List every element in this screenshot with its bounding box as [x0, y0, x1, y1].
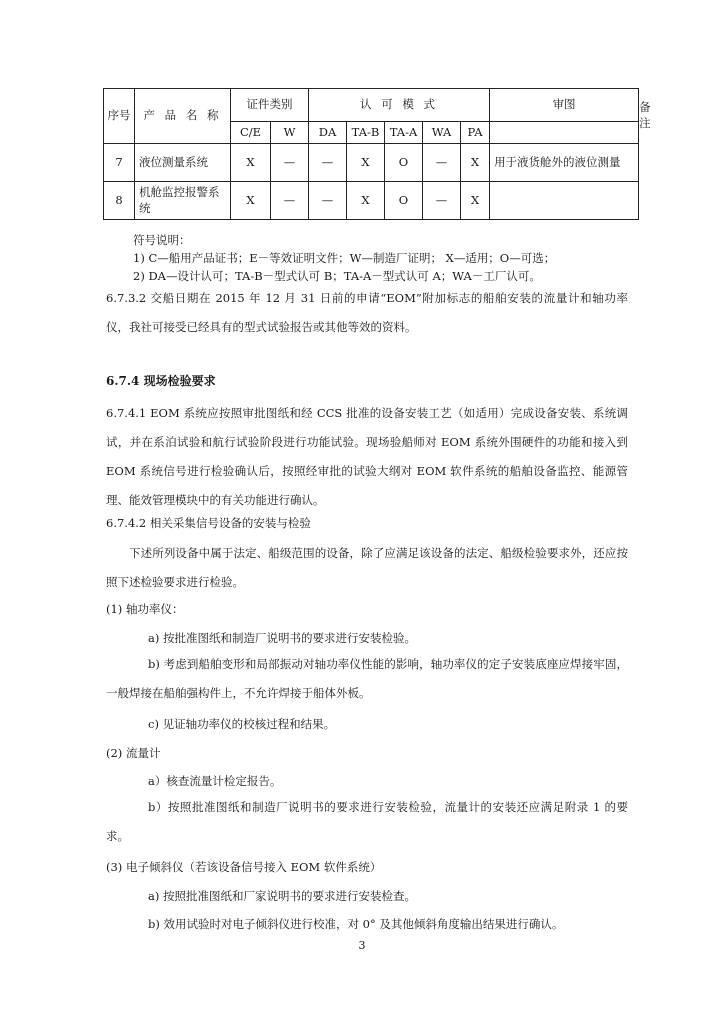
- header-approval-mode: 认 可 模 式: [309, 89, 490, 122]
- header-seq: 序号: [104, 89, 135, 144]
- subheading-6-7-4-2: 6.7.4.2 相关采集信号设备的安装与检验: [106, 516, 311, 530]
- row-cell: —: [271, 144, 309, 182]
- row-cell: X: [347, 144, 385, 182]
- paragraph-intro: 下述所列设备中属于法定、船级范围的设备，除了应满足该设备的法定、船级检验要求外，还应按照下述检验要求进行检验。: [106, 546, 628, 589]
- row-remark: 用于液货舱外的液位测量: [490, 144, 639, 182]
- table-row: [104, 144, 639, 182]
- item-flow-b: b）按照批准图纸和制造厂说明书的要求进行安装检验，流量计的安装还应满足附录 1 的要求。: [106, 800, 628, 843]
- header-cert-type: 证件类别: [231, 89, 309, 122]
- row-cell: —: [423, 144, 461, 182]
- header-drawing-review: 审图: [490, 89, 639, 122]
- item-incl-b: b) 效用试验时对电子倾斜仪进行校准，对 0° 及其他倾斜角度输出结果进行确认。: [148, 917, 564, 931]
- item-flow-a: a）核查流量计检定报告。: [148, 774, 282, 788]
- row-product-name: 液位测量系统: [135, 144, 231, 182]
- paragraph-6-7-3-2: 6.7.3.2 交船日期在 2015 年 12 月 31 日前的申请“EOM”附加标志的船舶安装的流量计和轴功率仪，我社可接受已经具有的型式试验报告或其他等效的资料。: [106, 291, 628, 334]
- paragraph-6-7-4-1: 6.7.4.1 EOM 系统应按照审批图纸和经 CCS 批准的设备安装工艺（如适用）完成设备安装、系统调试，并在系泊试验和航行试验阶段进行功能试验。现场验船师对 EOM 系统外围硬件的功能和接入到 EOM 系统信号进行检验确认后，按照经审批的试验大纲对 EOM 软件系统的船舶设备监控、能源管理、能效管理模块中的有关功能进行确认。: [106, 406, 628, 507]
- row-cell: X: [461, 182, 490, 220]
- row-cell: O: [385, 144, 423, 182]
- certification-table: 序号 产 品 名 称 证件类别 认 可 模 式 审图 备 注 C/E W DA TA-B TA-A WA PA 7 液位测量系统 X — — X O — X 用于液货舱外的液位测量 8 机舱监控报警系统 X — — X O — X: [103, 88, 639, 220]
- subheader-ta-b: TA-B: [347, 122, 385, 144]
- symbol-notes-title: 符号说明：: [133, 233, 191, 247]
- row-cell: —: [271, 182, 309, 220]
- symbol-note-2: 2) DA—设计认可；TA-B－型式认可 B；TA-A－型式认可 A；WA－工厂认可。: [133, 269, 541, 283]
- table-row: [104, 182, 639, 220]
- row-cell: X: [231, 182, 271, 220]
- row-cell: —: [309, 144, 347, 182]
- subheader-ce: C/E: [231, 122, 271, 144]
- section-heading-6-7-4: 6.7.4 现场检验要求: [106, 374, 216, 388]
- row-cell: X: [461, 144, 490, 182]
- row-cell: —: [423, 182, 461, 220]
- subheader-pa: PA: [461, 122, 490, 144]
- item-inclinometer: (3) 电子倾斜仪（若该设备信号接入 EOM 软件系统）: [106, 860, 382, 874]
- item-shaft-a: a) 按批准图纸和制造厂说明书的要求进行安装检验。: [148, 631, 416, 645]
- subheader-w: W: [271, 122, 309, 144]
- subheader-da: DA: [309, 122, 347, 144]
- row-remark: [490, 182, 639, 220]
- item-shaft-c: c) 见证轴功率仪的校核过程和结果。: [148, 717, 336, 731]
- subheader-ta-a: TA-A: [385, 122, 423, 144]
- page-number: 3: [358, 939, 366, 952]
- row-product-name: 机舱监控报警系统: [135, 182, 231, 220]
- row-cell: X: [347, 182, 385, 220]
- row-seq: 7: [104, 144, 135, 182]
- item-shaft-b: b) 考虑到船舶变形和局部振动对轴功率仪性能的影响，轴功率仪的定子安装底座应焊接牢固，一般焊接在船舶强构件上，不允许焊接于船体外板。: [106, 657, 628, 700]
- item-shaft-power-meter: (1) 轴功率仪：: [106, 602, 184, 616]
- symbol-note-1: 1) C—船用产品证书；E－等效证明文件；W—制造厂证明； X—适用；O—可选；: [133, 251, 556, 265]
- subheader-wa: WA: [423, 122, 461, 144]
- item-flow-meter: (2) 流量计: [106, 746, 161, 760]
- row-cell: O: [385, 182, 423, 220]
- row-cell: X: [231, 144, 271, 182]
- header-product-name: 产 品 名 称: [135, 89, 231, 144]
- row-cell: —: [309, 182, 347, 220]
- item-incl-a: a) 按照批准图纸和厂家说明书的要求进行安装检查。: [148, 889, 416, 903]
- row-seq: 8: [104, 182, 135, 220]
